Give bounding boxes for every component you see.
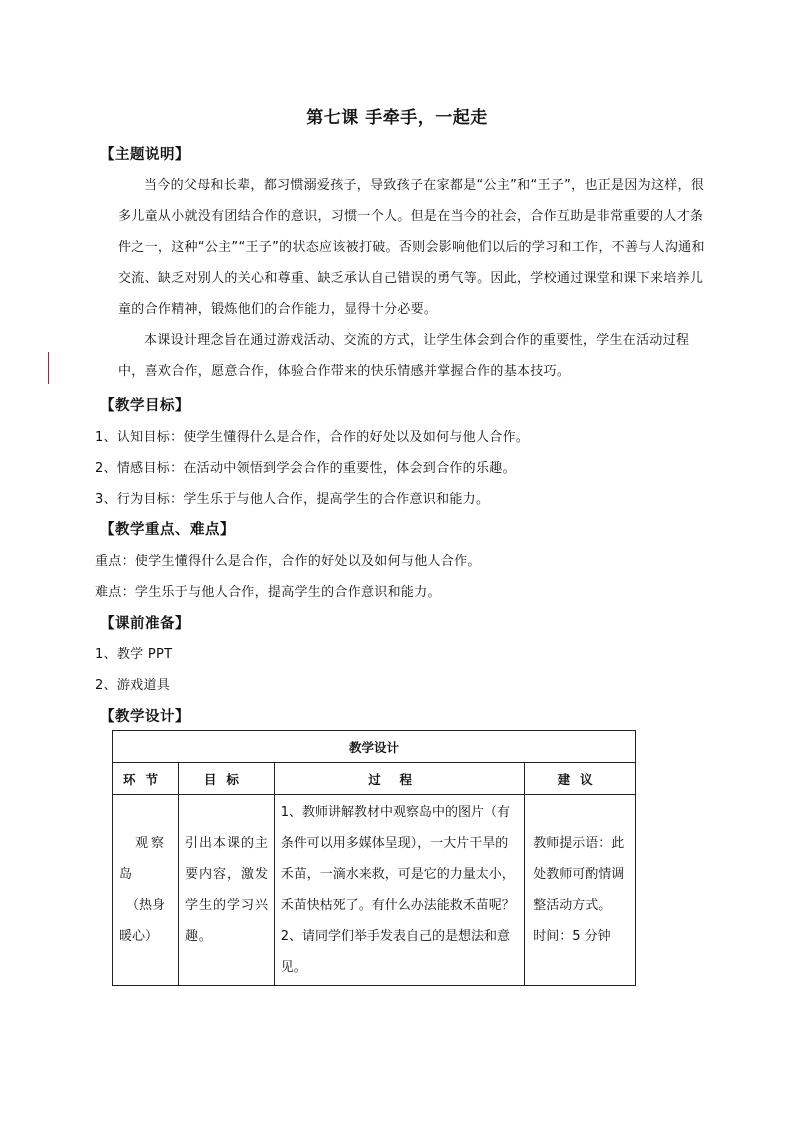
stage-name-line-3: （热身 [125,898,165,913]
stage-cell [113,795,179,986]
section-heading-design: 【教学设计】 [100,709,190,725]
goal-cell [178,795,274,986]
theme-paragraph-1 [118,170,710,325]
section-heading-theme: 【主题说明】 [100,147,190,163]
table-row [113,795,636,986]
suggestion-cell [525,795,636,986]
page-title: 第七课 手牵手，一起走 [306,108,488,128]
process-step-2: 2、请同学们举手发表自己的是想法和意见。 [280,929,511,975]
header-suggestion: 建议 [525,763,636,795]
section-heading-goals: 【教学目标】 [100,398,190,414]
goal-item-1: 1、认知目标：使学生懂得什么是合作，合作的好处以及如何与他人合作。 [95,430,530,445]
theme-paragraph-1-text: 当今的父母和长辈，都习惯溺爱孩子，导致孩子在家都是“公主”和“王子”，也正是因为这样，很多儿童从小就没有团结合作的意识，习惯一个人。但是在当今的社会，合作互助是非常重要的人才条件之一，这种“公主”“王子”的状态应该被打破。否则会影响他们以后的学习和工作，不善与人沟通和交流、缺乏对别人的关心和尊重、缺乏承认自己错误的勇气等。因此，学校通过课堂和课下来培养儿童的合作精神，锻炼他们的合作能力，显得十分必要。 [118,178,705,317]
process-cell [274,795,524,986]
teaching-design-table [112,730,636,986]
theme-paragraph-2-text: 本课设计理念旨在通过游戏活动、交流的方式，让学生体会到合作的重要性，学生在活动过程中，喜欢合作，愿意合作，体验合作带来的快乐情感并掌握合作的基本技巧。 [118,333,690,379]
section-heading-keypoints: 【教学重点、难点】 [100,522,235,538]
prep-item-2: 2、游戏道具 [95,678,171,693]
stage-name-line-1: 观察 [135,836,164,851]
theme-paragraph-2 [118,325,710,387]
revision-margin-mark [48,352,49,384]
section-heading-prep: 【课前准备】 [100,616,190,632]
difficult-point: 难点：学生乐于与他人合作，提高学生的合作意识和能力。 [95,585,441,600]
stage-name-line-4: 暖心） [119,929,159,944]
table-caption: 教学设计 [113,731,636,763]
process-step-1: 1、教师讲解教材中观察岛中的图片（有条件可以用多媒体呈现），一大片干旱的禾苗，一滴水来救，可是它的力量太小，禾苗快枯死了。有什么办法能救禾苗呢？ [280,805,515,913]
header-process: 过程 [274,763,524,795]
goal-item-2: 2、情感目标：在活动中领悟到学会合作的重要性，体会到合作的乐趣。 [95,461,516,476]
time-note: 时间：5 分钟 [533,929,611,944]
goal-item-3: 3、行为目标：学生乐于与他人合作，提高学生的合作意识和能力。 [95,492,490,507]
header-goal: 目标 [178,763,274,795]
stage-name-line-2: 岛 [119,867,133,882]
prep-item-1: 1、教学 PPT [95,647,173,662]
teacher-tip: 教师提示语：此处教师可酌情调整活动方式。 [533,836,625,913]
header-stage: 环节 [113,763,179,795]
key-point: 重点：使学生懂得什么是合作，合作的好处以及如何与他人合作。 [95,554,481,569]
goal-text: 引出本课的主要内容，激发学生的学习兴趣。 [184,836,269,944]
